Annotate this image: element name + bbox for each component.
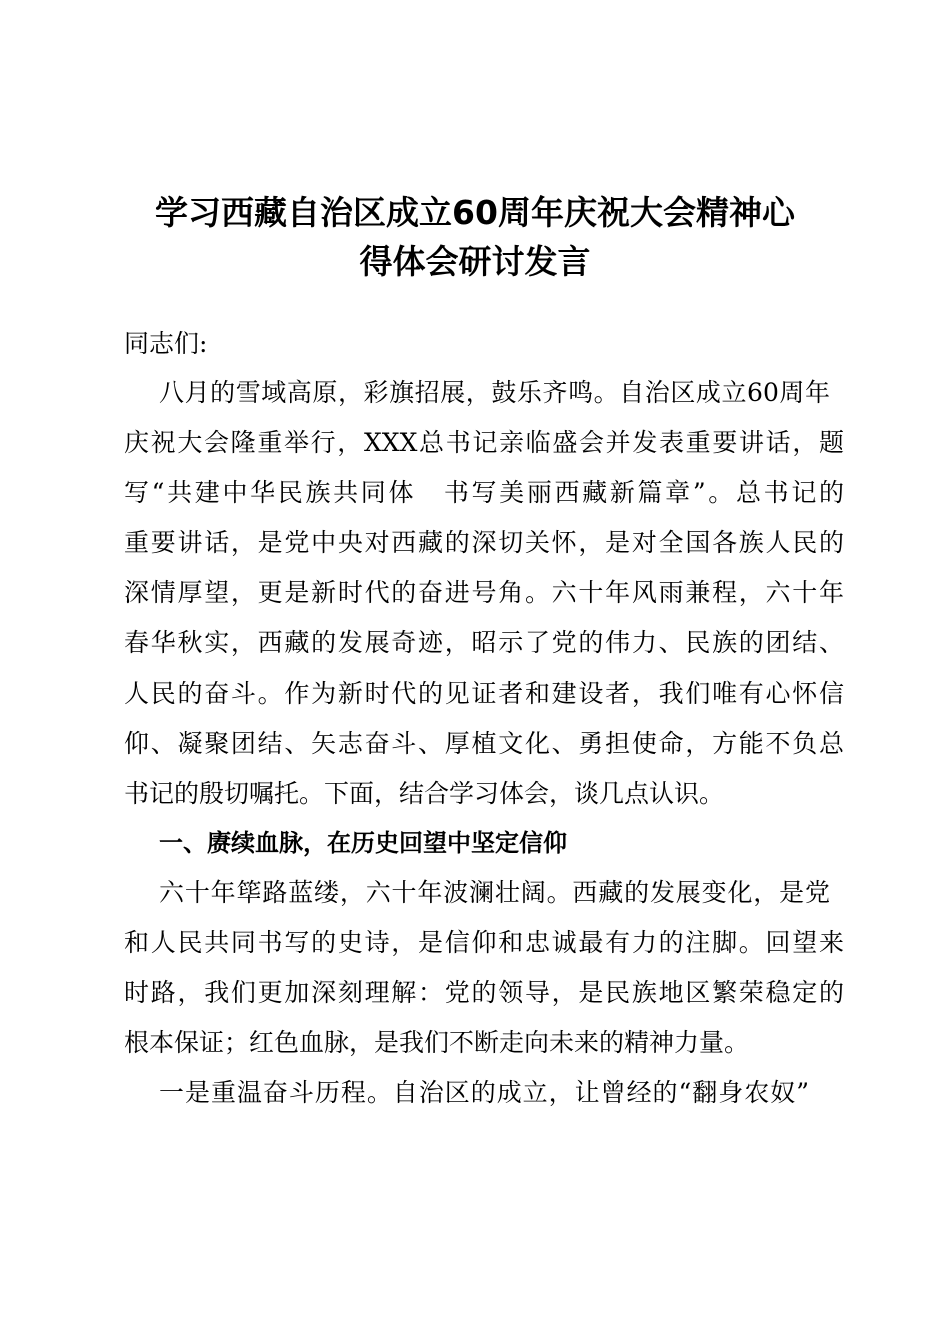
paragraph-1-line-7: 人民的奋斗。作为新时代的见证者和建设者，我们唯有心怀信 (124, 679, 844, 708)
paragraph-1-line-1: 八月的雪域高原，彩旗招展，鼓乐齐鸣。自治区成立60周年 (159, 378, 830, 407)
paragraph-1-line-2: 庆祝大会隆重举行，XXX总书记亲临盛会并发表重要讲话，题 (124, 428, 844, 457)
paragraph-1-line-5: 深情厚望，更是新时代的奋进号角。六十年风雨兼程，六十年 (124, 578, 844, 607)
paragraph-2-line-3: 时路，我们更加深刻理解：党的领导，是民族地区繁荣稳定的 (124, 978, 844, 1007)
paragraph-3-line-1: 一是重温奋斗历程。自治区的成立，让曾经的“翻身农奴” (159, 1078, 809, 1107)
paragraph-1-line-9: 书记的殷切嘱托。下面，结合学习体会，谈几点认识。 (124, 779, 725, 808)
paragraph-2-line-2: 和人民共同书写的史诗，是信仰和忠诚最有力的注脚。回望来 (124, 928, 844, 957)
document-title-line-1: 学习西藏自治区成立60周年庆祝大会精神心 (155, 193, 795, 232)
paragraph-1-line-6: 春华秋实，西藏的发展奇迹，昭示了党的伟力、民族的团结、 (124, 628, 844, 657)
paragraph-2-line-1: 六十年筚路蓝缕，六十年波澜壮阔。西藏的发展变化，是党 (159, 878, 830, 907)
paragraph-1-line-3: 写“共建中华民族共同体 书写美丽西藏新篇章”。总书记的 (124, 478, 844, 507)
section-1-heading: 一、赓续血脉，在历史回望中坚定信仰 (159, 829, 567, 857)
salutation: 同志们: (124, 329, 208, 358)
paragraph-1-line-4: 重要讲话，是党中央对西藏的深切关怀，是对全国各族人民的 (124, 528, 844, 557)
paragraph-1-line-8: 仰、凝聚团结、矢志奋斗、厚植文化、勇担使命，方能不负总 (124, 729, 844, 758)
document-title-line-2: 得体会研讨发言 (359, 242, 591, 281)
paragraph-2-line-4: 根本保证；红色血脉，是我们不断走向未来的精神力量。 (124, 1028, 750, 1057)
